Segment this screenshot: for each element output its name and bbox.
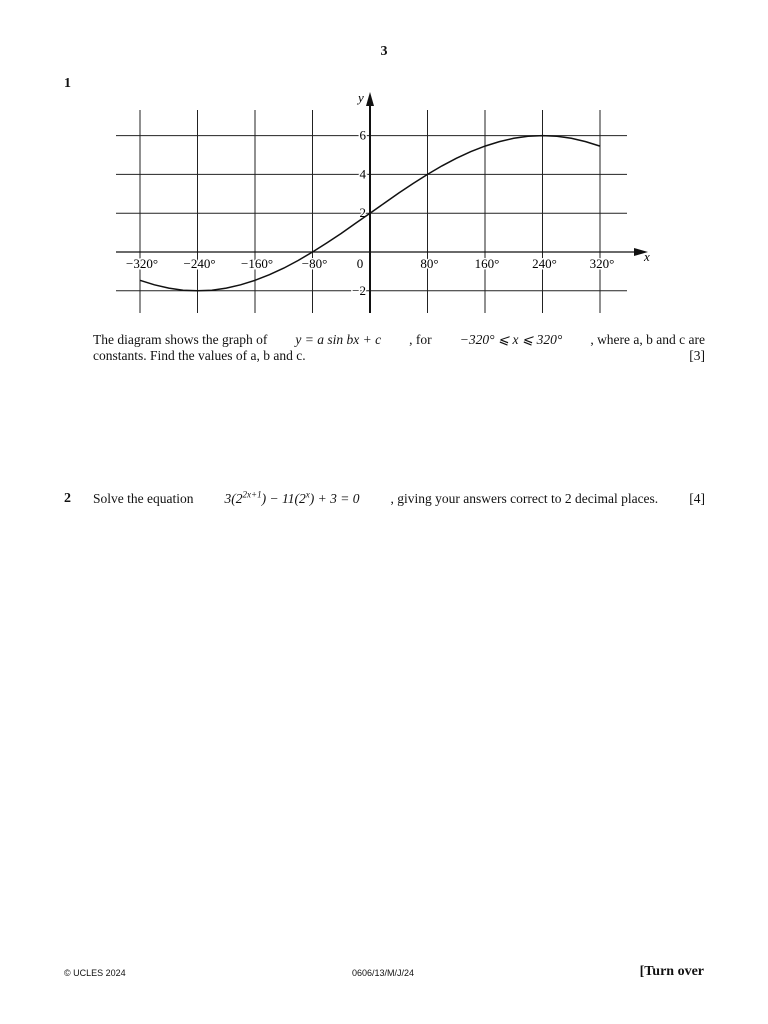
question-2-number: 2 [64, 491, 71, 506]
q2-eq-exp1: 2x+1 [242, 489, 262, 500]
q1-line2: constants. Find the values of a, b and c. [93, 348, 306, 363]
x-tick-label: 80° [420, 256, 439, 271]
question-2-text [93, 491, 705, 507]
q2-eq-c: ) + 3 = 0 [309, 491, 360, 506]
q2-eq-exp2: x [305, 489, 310, 500]
q2-eq-b: ) − 11(2 [261, 491, 306, 506]
footer-copyright: © UCLES 2024 [64, 968, 126, 978]
x-tick-label: 240° [532, 256, 557, 271]
q2-suffix: , giving your answers correct to 2 decimal places. [390, 491, 659, 506]
y-axis-arrow [366, 92, 374, 106]
q2-eq-a: 3(2 [224, 491, 243, 506]
footer-turn-over: [Turn over [639, 964, 704, 979]
x-tick-label: −240° [183, 256, 216, 271]
q2-marks: [4] [689, 491, 705, 506]
q1-line1-prefix: The diagram shows the graph of [93, 332, 268, 347]
footer-code: 0606/13/M/J/24 [352, 968, 415, 978]
x-tick-label: 160° [474, 256, 500, 271]
q1-line1-middle: , for [409, 332, 432, 347]
question-1-text [93, 332, 705, 364]
q1-domain: −320° ⩽ x ⩽ 320° [459, 332, 563, 347]
x-tick-label: 320° [589, 256, 615, 271]
q1-marks: [3] [689, 348, 705, 363]
y-axis-label: y [358, 90, 364, 105]
y-tick-label: −2 [352, 282, 366, 298]
q1-line1-suffix: , where a, b and c are [590, 332, 705, 347]
x-axis-label: x [644, 249, 650, 264]
y-tick-label: 6 [359, 127, 366, 143]
graph-tick-labels [126, 90, 650, 298]
q2-prefix: Solve the equation [93, 491, 194, 506]
y-tick-label: 2 [359, 205, 366, 221]
question-1-number: 1 [64, 76, 71, 91]
x-tick-label: 0 [356, 256, 364, 271]
x-tick-label: −80° [301, 256, 328, 271]
x-tick-label: −320° [125, 256, 159, 271]
sine-graph [100, 88, 660, 320]
q1-equation: y = a sin bx + c [295, 332, 382, 347]
graph-axes [116, 92, 648, 313]
q2-equation [225, 491, 360, 507]
x-tick-label: −160° [240, 256, 274, 271]
y-tick-label: 4 [359, 166, 366, 182]
page-number: 3 [380, 44, 388, 59]
